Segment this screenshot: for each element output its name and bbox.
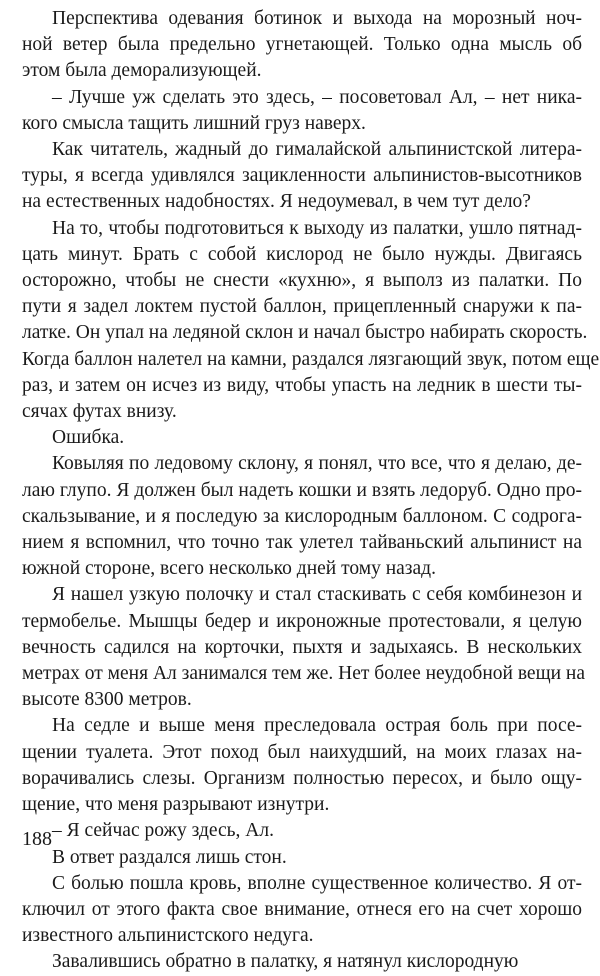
text-line: этом была деморализующей. [22, 60, 262, 82]
text-line: раз, и затем он исчез из виду, чтобы упасть на ледник в шести ты- [22, 374, 582, 396]
text-line: ключил от этого факта свое внимание, отнеся его на счет хорошо [22, 898, 582, 920]
text-line: На то, чтобы подготовиться к выходу из палатки, ушло пятнад- [52, 217, 582, 239]
text-line: южной стороне, всего несколько дней тому назад. [22, 558, 436, 580]
text-line: – Лучше уж сделать это здесь, – посоветовал Ал, – нет ника- [52, 86, 582, 108]
text-line: В ответ раздался лишь стон. [52, 846, 287, 868]
text-line: Когда баллон налетел на камни, раздался лязгающий звук, потом еще [22, 348, 600, 370]
text-line: Перспектива одевания ботинок и выхода на морозный ноч- [52, 8, 582, 29]
paragraph [22, 216, 600, 426]
text-line: на естественных надобностях. Я недоумевал, в чем тут дело? [22, 191, 531, 213]
text-line: лаю глупо. Я должен был надеть кошки и взять ледоруб. Одно про- [22, 479, 582, 501]
text-line: скальзывание, и я последую за кислородным баллоном. С содрога- [22, 505, 582, 527]
paragraph [22, 845, 582, 871]
text-line: пути я задел локтем пустой баллон, прицепленный снаружи к па- [22, 296, 582, 318]
paragraph [22, 6, 582, 85]
text-line: латке. Он упал на ледяной склон и начал быстро набирать скорость. [22, 322, 588, 344]
text-line: С болью пошла кровь, вполне существенное количество. Я от- [52, 872, 582, 894]
text-line: известного альпинистского недуга. [22, 925, 314, 947]
text-line: вечность садился на корточки, пыхтя и задыхаясь. В нескольких [22, 636, 582, 658]
paragraph [22, 85, 582, 137]
text-line: цать минут. Брать с собой кислород не было нужды. Двигаясь [22, 243, 582, 265]
text-line: осторожно, чтобы не снести «кухню», я выполз из палатки. По [22, 270, 582, 292]
text-line: щение, что меня разрывают изнутри. [22, 794, 330, 816]
text-line: ной ветер была предельно угнетающей. Только одна мысль об [22, 34, 582, 56]
text-line: Ошибка. [52, 427, 125, 449]
text-line: термобелье. Мышцы бедер и икроножные протестовали, я целую [22, 610, 582, 632]
paragraph [22, 871, 582, 950]
text-line: сячах футах внизу. [22, 401, 177, 423]
text-line: ворачивались слезы. Организм полностью пересох, и было ощу- [22, 767, 582, 789]
paragraph [22, 818, 582, 844]
text-line: – Я сейчас рожу здесь, Ал. [52, 820, 274, 842]
page-number: 188 [22, 828, 52, 850]
text-line: нием я вспомнил, что точно так улетел тайваньский альпинист на [22, 532, 582, 554]
paragraph [22, 137, 582, 216]
text-line: Я нашел узкую полочку и стал стаскивать с себя комбинезон и [52, 584, 582, 606]
text-line: Завалившись обратно в палатку, я натянул кислородную [52, 951, 519, 973]
text-line: На седле и выше меня преследовала острая боль при посе- [52, 715, 582, 737]
paragraph [22, 451, 582, 582]
book-page-text [22, 6, 600, 976]
text-line: метрах от меня Ал занимался тем же. Нет более неудобной вещи на [22, 663, 585, 685]
text-line: Ковыляя по ледовому склону, я понял, что все, что я делаю, де- [52, 453, 582, 475]
text-line: кого смысла тащить лишний груз наверх. [22, 112, 366, 134]
paragraph [22, 713, 582, 818]
paragraph [22, 582, 585, 713]
paragraph [22, 949, 582, 975]
text-line: туры, я всегда удивлялся зацикленности альпинистов-высотников [22, 165, 582, 187]
text-line: Как читатель, жадный до гималайской альпинистской литера- [52, 139, 582, 161]
paragraph [22, 425, 582, 451]
text-line: высоте 8300 метров. [22, 689, 192, 711]
text-line: щении туалета. Этот поход был наихудший, на моих глазах на- [22, 741, 582, 763]
